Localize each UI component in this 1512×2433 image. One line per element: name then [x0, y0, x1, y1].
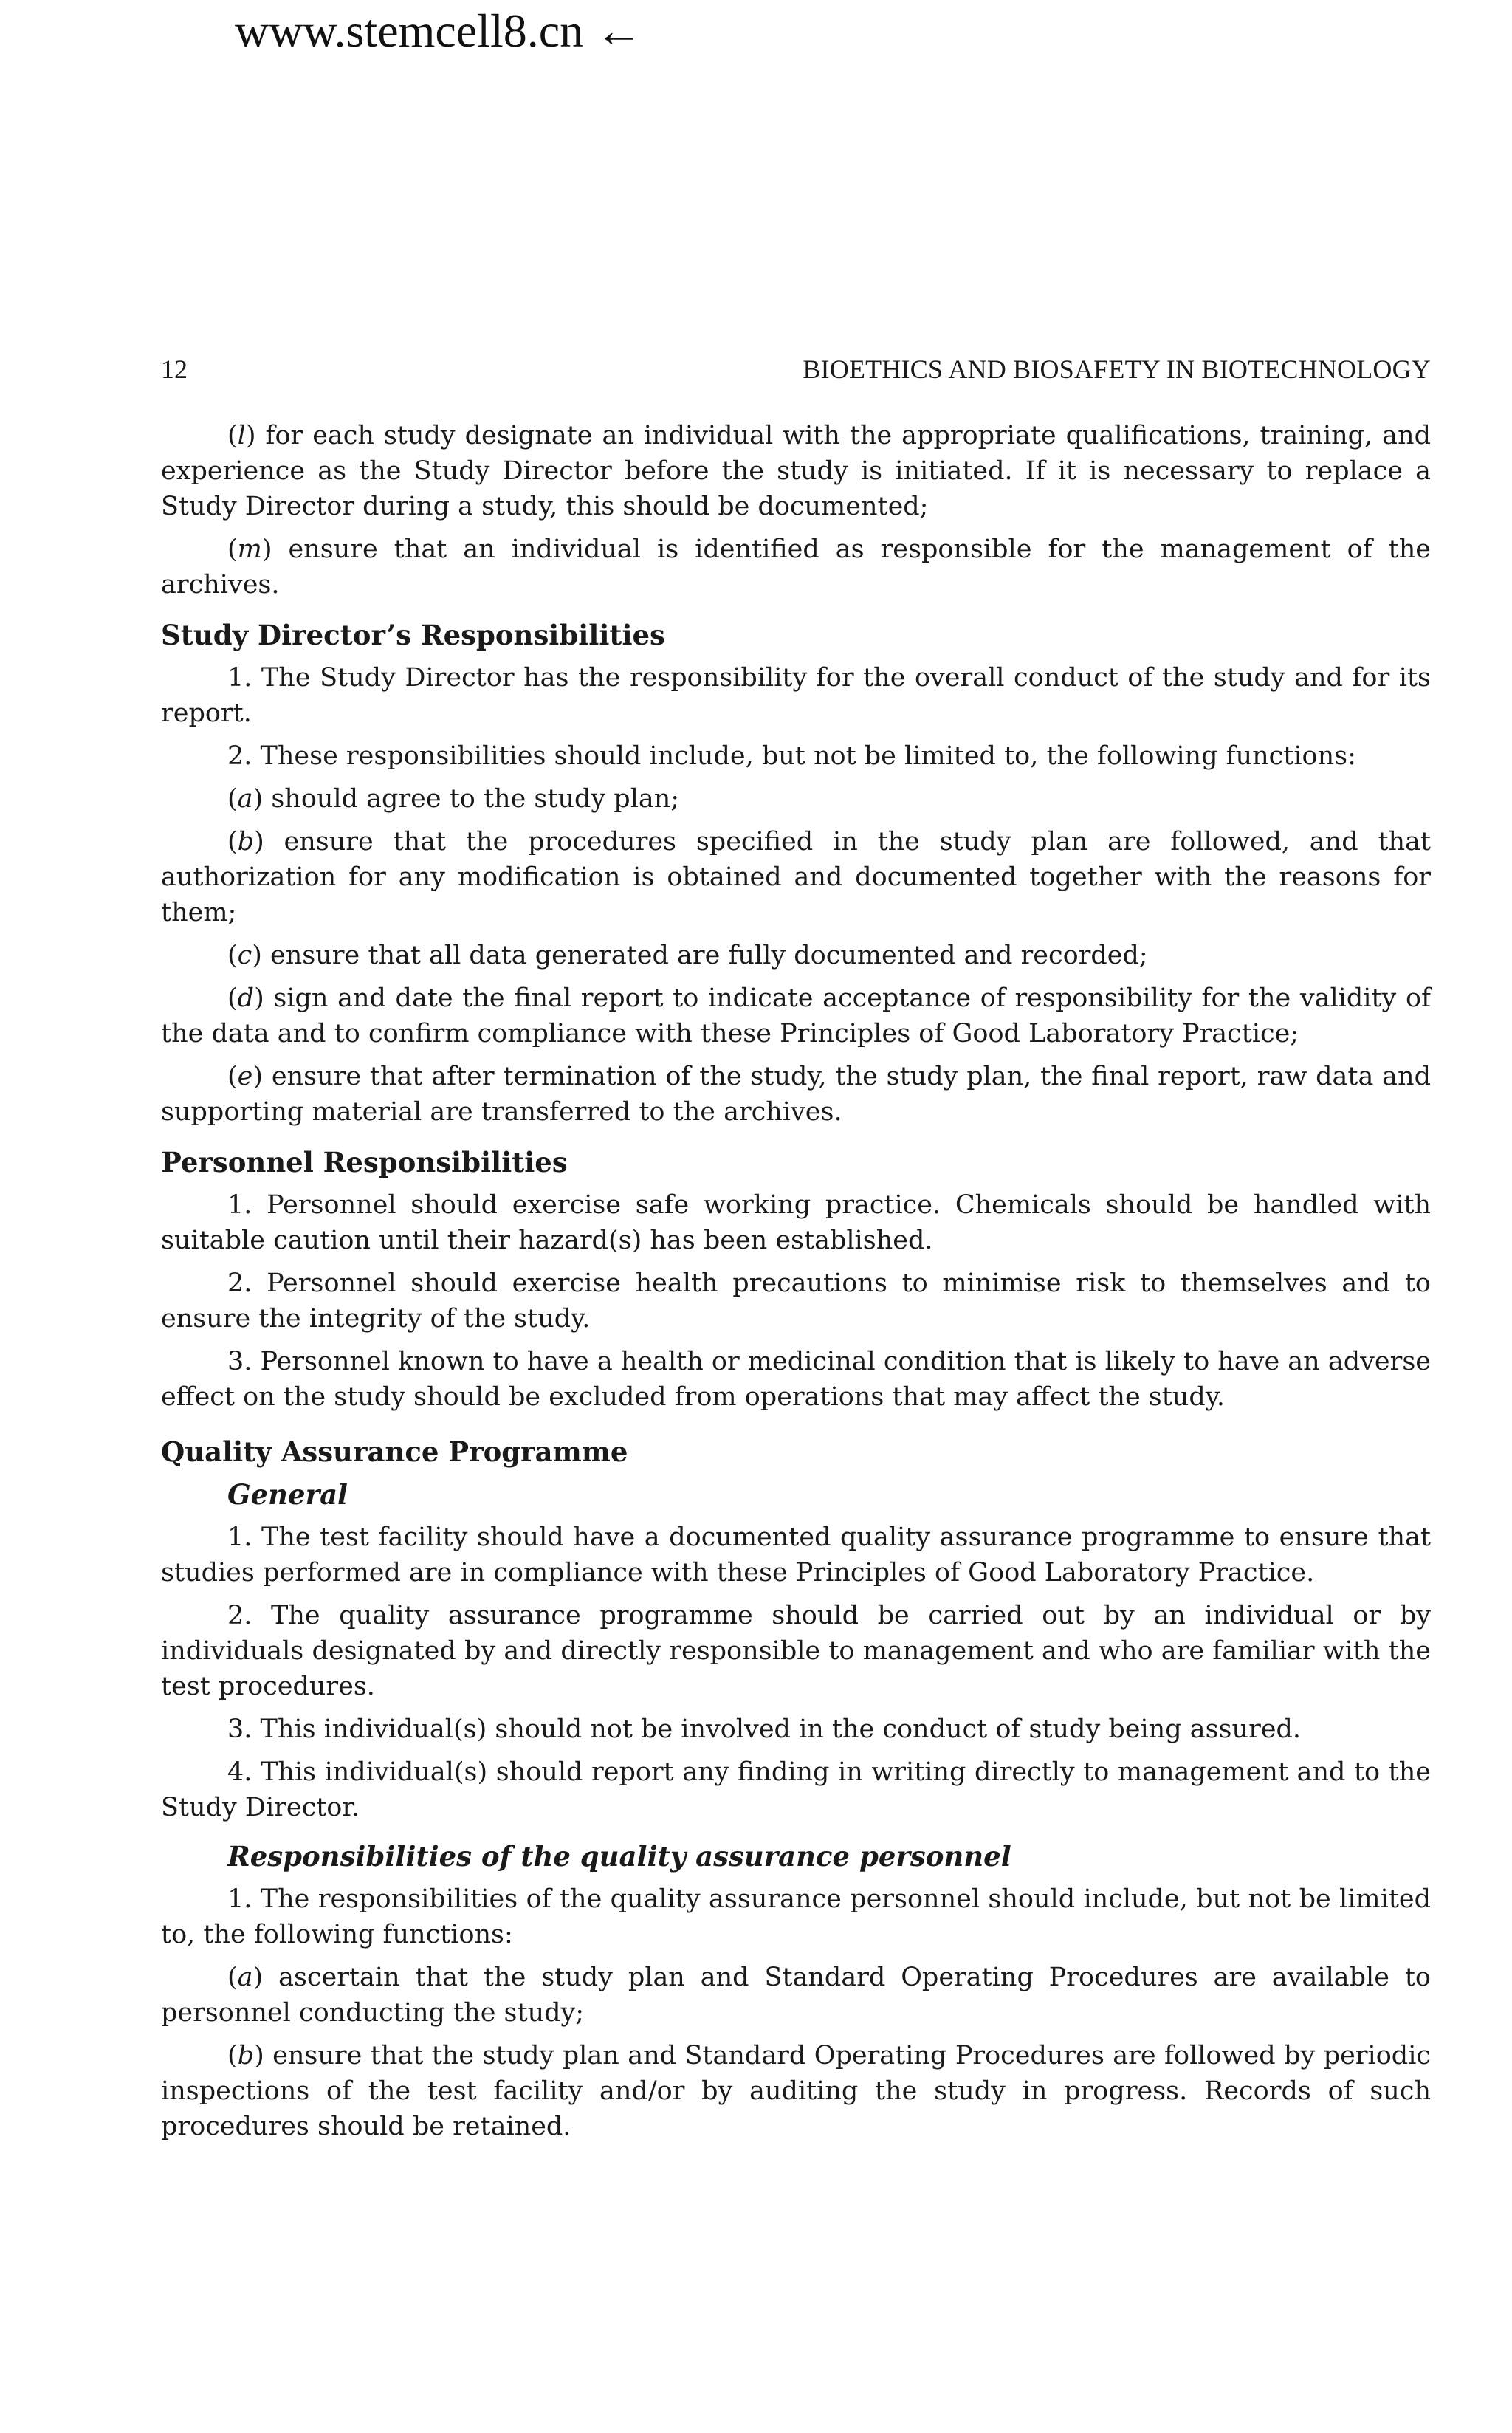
- qa-item-b-text: ensure that the study plan and Standard Operating Procedures are followed by periodic inspections of the test facility and/or by auditing the study in progress. Records of such procedures should be retained.: [161, 2041, 1431, 2141]
- qa-general-p4: 4. This individual(s) should report any finding in writing directly to management and to the Study Director.: [161, 1757, 1431, 1822]
- item-l-text: for each study designate an individual with the appropriate qualifications, training, and experience as the Study Director before the study is initiated. If it is necessary to replace a Study Director during a study, this should be documented;: [161, 421, 1431, 521]
- study-director-item-a: (a) should agree to the study plan;: [227, 784, 680, 814]
- qa-resp-item-a: (a) ascertain that the study plan and Standard Operating Procedures are available to personnel conducting the study;: [161, 1963, 1431, 2028]
- item-c-marker: c: [237, 941, 252, 970]
- item-a-text: should agree to the study plan;: [263, 784, 680, 814]
- qa-item-b-marker: b: [237, 2041, 255, 2070]
- item-l-open-paren: (: [227, 421, 238, 450]
- qa-resp-item-b: (b) ensure that the study plan and Standard Operating Procedures are followed by periodic inspections of the test facility and/or by auditing the study in progress. Records of such procedures should be retained.: [161, 2041, 1431, 2141]
- item-b-text: ensure that the procedures specified in the study plan are followed, and that authorization for any modification is obtained and documented together with the reasons for them;: [161, 827, 1431, 927]
- study-director-item-d: (d) sign and date the final report to indicate acceptance of responsibility for the validity of the data and to confirm compliance with these Principles of Good Laboratory Practice;: [161, 984, 1431, 1049]
- qa-general-p2: 2. The quality assurance programme should be carried out by an individual or by individuals designated by and directly responsible to management and who are familiar with the test procedures.: [161, 1601, 1431, 1701]
- item-l-marker: l: [237, 421, 246, 450]
- study-director-p1: 1. The Study Director has the responsibility for the overall conduct of the study and for its report.: [161, 663, 1431, 728]
- study-director-item-b: (b) ensure that the procedures specified in the study plan are followed, and that authorization for any modification is obtained and documented together with the reasons for them;: [161, 827, 1431, 927]
- item-e-text: ensure that after termination of the study, the study plan, the final report, raw data and supporting material are transferred to the archives.: [161, 1062, 1431, 1127]
- personnel-p3: 3. Personnel known to have a health or medicinal condition that is likely to have an adverse effect on the study should be excluded from operations that may affect the study.: [161, 1347, 1431, 1412]
- page-body: [161, 418, 1431, 2152]
- subheading-qa-responsibilities: Responsibilities of the quality assurance personnel: [227, 1840, 1011, 1873]
- item-l-paragraph: [161, 418, 1431, 524]
- item-e-marker: e: [237, 1062, 253, 1091]
- item-m-text: ensure that an individual is identified as responsible for the management of the archives.: [161, 535, 1431, 600]
- personnel-p1: 1. Personnel should exercise safe working practice. Chemicals should be handled with suitable caution until their hazard(s) has been established.: [161, 1190, 1431, 1255]
- item-m-marker: m: [237, 535, 262, 564]
- item-d-text: sign and date the final report to indicate acceptance of responsibility for the validity of the data and to confirm compliance with these Principles of Good Laboratory Practice;: [161, 984, 1431, 1049]
- qa-item-a-text: ascertain that the study plan and Standard Operating Procedures are available to personnel conducting the study;: [161, 1963, 1431, 2028]
- item-c-text: ensure that all data generated are fully documented and recorded;: [261, 941, 1148, 970]
- qa-item-a-marker: a: [237, 1963, 253, 1992]
- qa-general-p3: 3. This individual(s) should not be involved in the conduct of study being assured.: [227, 1715, 1302, 1744]
- subheading-general: General: [227, 1478, 348, 1511]
- heading-study-director: Study Director’s Responsibilities: [161, 619, 665, 651]
- qa-resp-p1: 1. The responsibilities of the quality assurance personnel should include, but not be limited to, the following functions:: [161, 1884, 1431, 1949]
- personnel-p2: 2. Personnel should exercise health precautions to minimise risk to themselves and to ensure the integrity of the study.: [161, 1269, 1431, 1334]
- watermark-url: www.stemcell8.cn ←: [235, 4, 643, 57]
- qa-general-p1: 1. The test facility should have a documented quality assurance programme to ensure that studies performed are in compliance with these Principles of Good Laboratory Practice.: [161, 1523, 1431, 1588]
- study-director-item-e: (e) ensure that after termination of the study, the study plan, the final report, raw data and supporting material are transferred to the archives.: [161, 1062, 1431, 1127]
- item-m-open-paren: (: [227, 535, 238, 564]
- item-a-marker: a: [237, 784, 253, 814]
- item-m-close-paren: ): [261, 535, 272, 564]
- study-director-p2: 2. These responsibilities should include, but not be limited to, the following functions:: [227, 741, 1356, 771]
- item-l-close-paren: ): [245, 421, 256, 450]
- study-director-item-c: (c) ensure that all data generated are fully documented and recorded;: [227, 941, 1148, 970]
- item-d-marker: d: [237, 984, 255, 1013]
- item-b-marker: b: [237, 827, 255, 857]
- heading-personnel: Personnel Responsibilities: [161, 1146, 568, 1178]
- running-head: BIOETHICS AND BIOSAFETY IN BIOTECHNOLOGY: [803, 354, 1431, 384]
- item-m-paragraph: [161, 532, 1431, 603]
- heading-quality-assurance: Quality Assurance Programme: [161, 1435, 628, 1468]
- page-number: 12: [161, 354, 188, 384]
